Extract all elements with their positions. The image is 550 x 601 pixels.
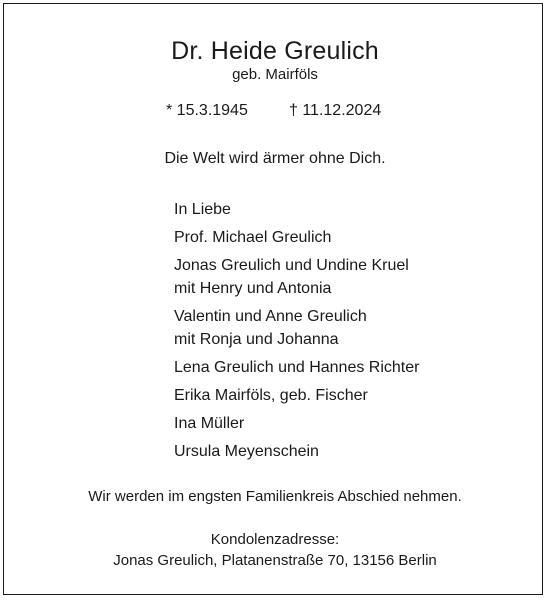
mourner-line: Erika Mairföls, geb. Fischer: [174, 387, 368, 404]
mourner-entry: [174, 412, 419, 435]
mourner-line: In Liebe: [174, 201, 231, 218]
mourner-entry: [174, 440, 419, 463]
birth-date: * 15.3.1945: [166, 102, 248, 119]
mourner-entry: [174, 356, 419, 379]
mourner-line: Lena Greulich und Hannes Richter: [174, 359, 420, 376]
mourner-line: mit Henry und Antonia: [174, 280, 332, 297]
mourner-entry: [174, 226, 419, 249]
mourners-list: [174, 198, 419, 468]
deceased-name: Dr. Heide Greulich: [171, 37, 379, 65]
condolence-block: [0, 529, 550, 571]
mourner-line: Jonas Greulich und Undine Kruel: [174, 257, 409, 274]
mourner-entry: [174, 198, 419, 221]
mourner-line: Prof. Michael Greulich: [174, 229, 332, 246]
motto: Die Welt wird ärmer ohne Dich.: [164, 150, 386, 167]
mourner-line: Ursula Meyenschein: [174, 443, 319, 460]
mourner-entry: [174, 384, 419, 407]
mourner-entry: [174, 305, 419, 351]
closing-line: Wir werden im engsten Familienkreis Abschied nehmen.: [88, 488, 462, 505]
mourner-entry: [174, 254, 419, 300]
mourner-line: mit Ronja und Johanna: [174, 331, 339, 348]
condolence-label: Kondolenzadresse:: [210, 531, 340, 548]
condolence-address: Jonas Greulich, Platanenstraße 70, 13156 Berlin: [113, 552, 437, 569]
mourner-line: Ina Müller: [174, 415, 245, 432]
death-date: † 11.12.2024: [289, 102, 382, 119]
mourner-line: Valentin und Anne Greulich: [174, 308, 367, 325]
maiden-name: geb. Mairföls: [232, 66, 318, 83]
